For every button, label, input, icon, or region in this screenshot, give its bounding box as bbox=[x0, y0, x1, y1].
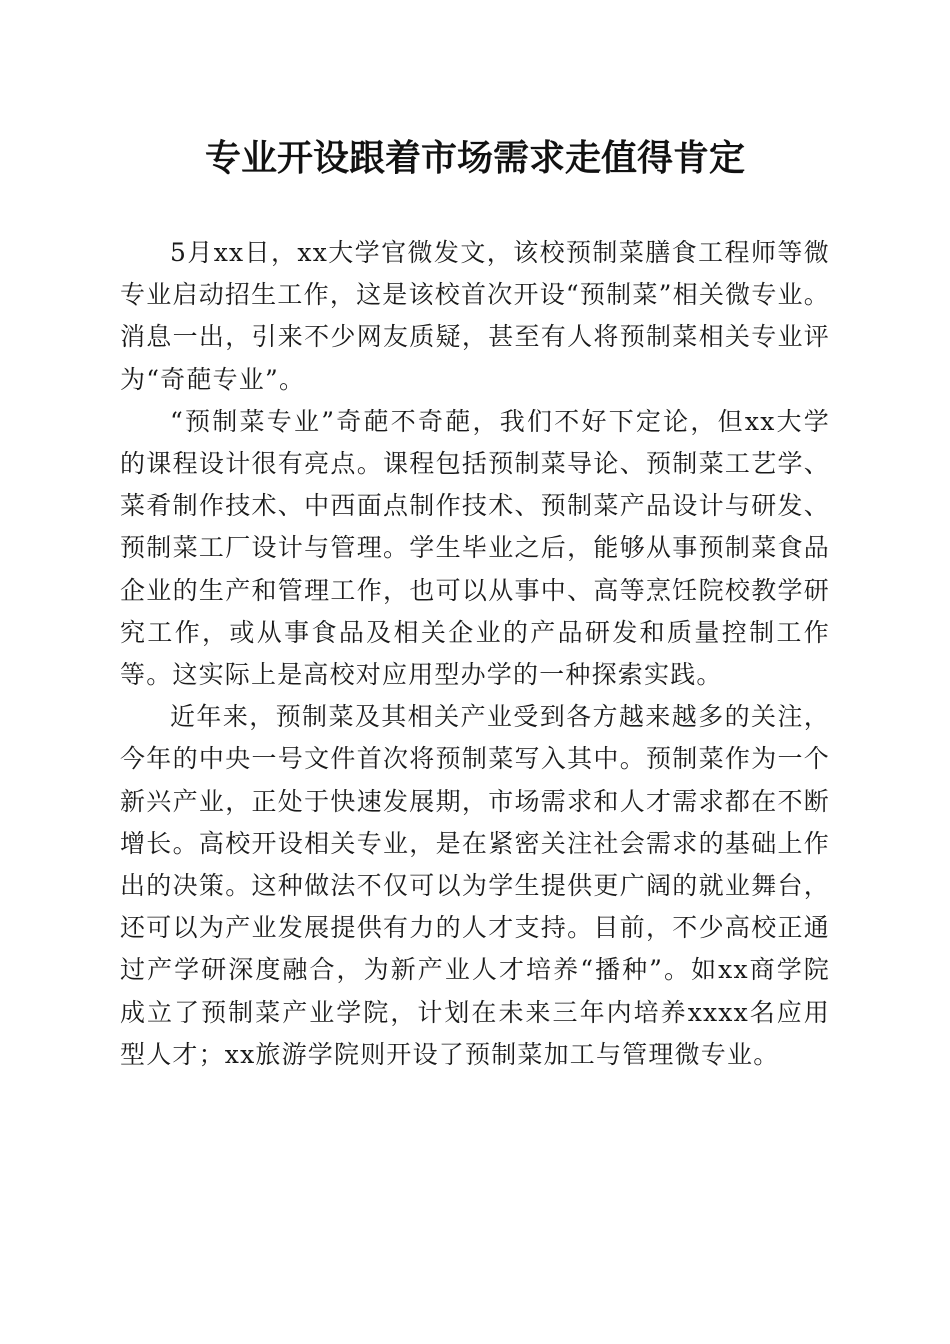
paragraph-2: “预制菜专业”奇葩不奇葩，我们不好下定论，但xx大学的课程设计很有亮点。课程包括预制菜导论、预制菜工艺学、菜肴制作技术、中西面点制作技术、预制菜产品设计与研发、预制菜工厂设计与管理。学生毕业之后，能够从事预制菜食品企业的生产和管理工作，也可以从事中、高等烹饪院校教学研究工作，或从事食品及相关企业的产品研发和质量控制工作等。这实际上是高校对应用型办学的一种探索实践。 bbox=[120, 406, 830, 690]
paragraph-3: 近年来，预制菜及其相关产业受到各方越来越多的关注，今年的中央一号文件首次将预制菜写入其中。预制菜作为一个新兴产业，正处于快速发展期，市场需求和人才需求都在不断增长。高校开设相关专业，是在紧密关注社会需求的基础上作出的决策。这种做法不仅可以为学生提供更广阔的就业舞台，还可以为产业发展提供有力的人才支持。目前，不少高校正通过产学研深度融合，为新产业人才培养“播种”。如xx商学院成立了预制菜产业学院，计划在未来三年内培养xxxx名应用型人才；xx旅游学院则开设了预制菜加工与管理微专业。 bbox=[120, 702, 830, 1069]
document-title: 专业开设跟着市场需求走值得肯定 bbox=[204, 137, 745, 179]
document-body bbox=[120, 232, 830, 1076]
paragraph-1: 5月xx日，xx大学官微发文，该校预制菜膳食工程师等微专业启动招生工作，这是该校首次开设“预制菜”相关微专业。消息一出，引来不少网友质疑，甚至有人将预制菜相关专业评为“奇葩专业”。 bbox=[120, 238, 830, 394]
